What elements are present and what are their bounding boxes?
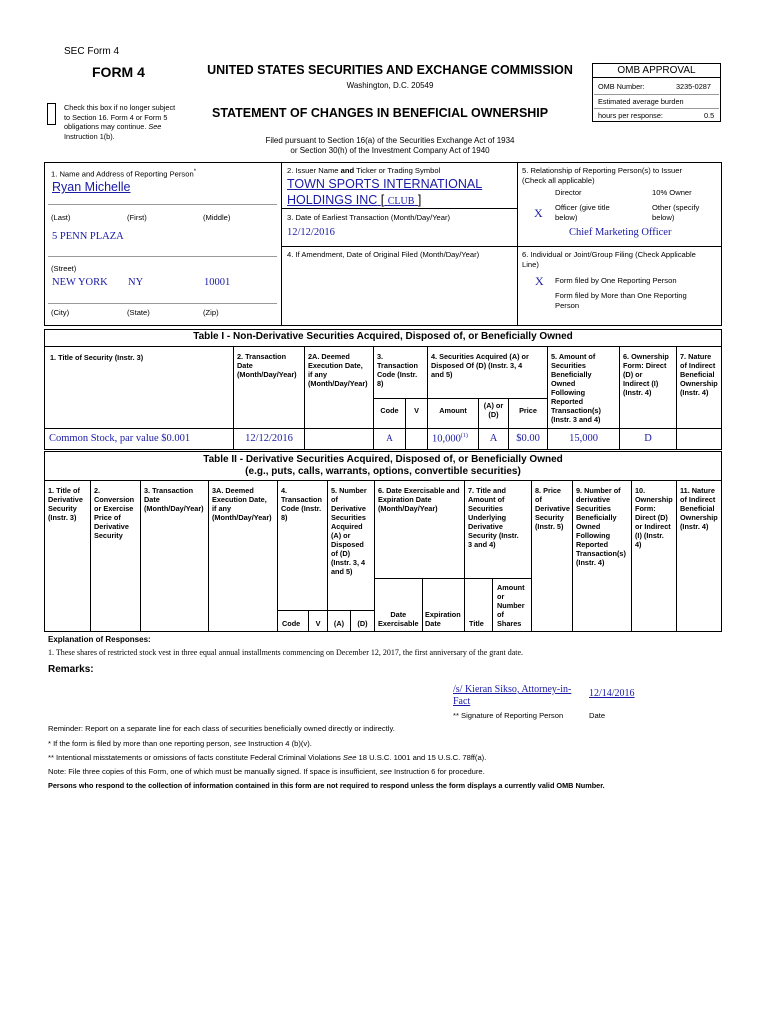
header-line: if any (308, 370, 328, 379)
t1-code-header: Code (380, 406, 399, 415)
no-longer-subject-checkbox[interactable] (47, 103, 56, 125)
t2-code-header: Code (282, 619, 301, 628)
header-line: 4. (281, 486, 288, 495)
t1-security-title: Common Stock, par value $0.001 (49, 433, 191, 444)
header-line: Derivative (468, 522, 503, 531)
checkbox-instructions: Check this box if no longer subject to Section 16. Form 4 or Form 5 obligations may continue. See Instruction 1(b). (64, 103, 176, 141)
header-line: Conversion (94, 495, 135, 504)
header-line: if any (212, 504, 232, 513)
t1-price-header: Price (519, 406, 537, 415)
t2-d-header: (D) (357, 619, 368, 628)
t1-col2a-header (308, 352, 368, 388)
header-line: or Indirect (635, 522, 671, 531)
other-option[interactable]: Other (specify below) (652, 203, 700, 222)
t2-col4-header (281, 486, 322, 522)
multiple-persons-note: * If the form is filed by more than one reporting person, see Instruction 4 (b)(v). (48, 739, 312, 748)
state-value: NY (128, 277, 144, 288)
header-line: and 5) (331, 567, 353, 576)
one-person-option[interactable]: Form filed by One Reporting Person (555, 276, 677, 285)
header-line: Execution Date, (212, 495, 267, 504)
t2-col9-header (576, 486, 626, 567)
header-line: Expiration Date (378, 495, 432, 504)
t2-col3a-header (212, 486, 272, 522)
header-line: 4) (635, 540, 642, 549)
header-line: Transaction(s) (551, 406, 601, 415)
footnote-1-ref: (1) (460, 433, 468, 439)
header-line: Beneficially (551, 370, 592, 379)
header-line: Security (Instr. (468, 531, 519, 540)
box1-label: 1. Name and Address of Reporting Person* (51, 169, 197, 179)
header-line: (Instr. 3, 4 (331, 558, 366, 567)
remarks-label: Remarks: (48, 664, 94, 675)
box3-label: 3. Date of Earliest Transaction (Month/Day/Year) (287, 213, 451, 222)
header-line: Derivative (94, 522, 129, 531)
header-line: Underlying (468, 513, 507, 522)
omb-title: OMB APPROVAL (593, 64, 720, 78)
zip-label: (Zip) (203, 308, 219, 317)
header-line: Disposed (331, 540, 364, 549)
box6-label: 6. Individual or Joint/Group Filing (Check Applicable Line) (522, 250, 696, 269)
header-line: Reported (551, 397, 584, 406)
director-option[interactable]: Director (555, 188, 582, 197)
header-line: Derivative (331, 504, 366, 513)
omb-number-value: 3235-0287 (676, 82, 711, 91)
t1-transaction-date: 12/12/2016 (245, 433, 293, 444)
date-label: Date (589, 711, 606, 720)
header-line: 8) (377, 379, 384, 388)
t2-col10-header (635, 486, 673, 549)
header-line: (Instr. 4) (623, 388, 652, 397)
header-line: Beneficial (680, 504, 715, 513)
t1-ownership-form: D (644, 433, 652, 444)
header-line: Price of (94, 513, 121, 522)
header-line: 7. Title and (468, 486, 506, 495)
t2-col3-header (144, 486, 204, 513)
header-line: 3A. Deemed (212, 486, 254, 495)
header-line: (Month/Day/Year) (308, 379, 368, 388)
header-line: (D) or (623, 370, 643, 379)
t2-col7-header (468, 486, 519, 549)
header-line: Indirect (I) (623, 379, 659, 388)
header-line: 8) (281, 513, 288, 522)
header-line: 9. Number of (576, 486, 621, 495)
city-value: NEW YORK (52, 277, 108, 288)
header-line: of (535, 495, 542, 504)
t1-col4-header (431, 352, 529, 379)
header-line: Beneficial (680, 370, 715, 379)
header-line: (Instr. 4) (680, 388, 709, 397)
header-line: Beneficially (576, 513, 617, 522)
ten-percent-owner-option[interactable]: 10% Owner (652, 188, 692, 197)
hours-label: hours per response: (598, 111, 663, 120)
box4-label: 4. If Amendment, Date of Original Filed (Month/Day/Year) (287, 250, 480, 259)
header-line: 7. Nature (680, 352, 712, 361)
header-line: 6. Date Exercisable and (378, 486, 460, 495)
header-line: 8. Price (535, 486, 561, 495)
header-line: (I) (Instr. (635, 531, 664, 540)
earliest-transaction-date: 12/12/2016 (287, 227, 335, 238)
header-line: 6. Ownership (623, 352, 669, 361)
header-line: Derivative (535, 504, 570, 513)
header-line: 2A. Deemed (308, 352, 350, 361)
header-line: (Instr. 3 and 4) (551, 415, 601, 424)
header-line: Derivative (48, 495, 83, 504)
header-line: Securities (468, 504, 503, 513)
header-line: Reported (576, 540, 609, 549)
misstatements-note: ** Intentional misstatements or omissions of facts constitute Federal Criminal Violations See 18 U.S.C. 1001 and 15 U.S.C. 78ff(a). (48, 753, 487, 762)
t2-a-header: (A) (333, 619, 345, 628)
hours-value: 0.5 (704, 111, 715, 120)
header-line: Form: Direct (623, 361, 667, 370)
header-line: Security (48, 504, 77, 513)
header-line: 2. (94, 486, 101, 495)
ticker-symbol: CLUB (387, 196, 415, 207)
officer-title: Chief Marketing Officer (569, 227, 672, 238)
header-line: 1. Title of (48, 486, 80, 495)
header-line: (Month/Day/Year) (237, 370, 297, 379)
explanation-label: Explanation of Responses: (48, 635, 151, 644)
header-line: 10. (635, 486, 646, 495)
header-line: 3 and 4) (468, 540, 496, 549)
address-line: 5 PENN PLAZA (52, 231, 124, 242)
t2-col11-header (680, 486, 718, 531)
t1-acquired-disposed: A (489, 433, 498, 444)
officer-check-mark[interactable]: X (534, 206, 543, 220)
header-line: of (D) (331, 549, 351, 558)
t1-price: $0.00 (516, 433, 540, 444)
header-line: Ownership (680, 513, 718, 522)
t1-col6-header (623, 352, 669, 397)
header-line: (Instr. 4) (680, 522, 709, 531)
header-line: (Instr. 3) (48, 513, 77, 522)
header-line: Direct (D) (635, 513, 668, 522)
signature-date: 12/14/2016 (589, 688, 635, 699)
header-line: Code (Instr. (377, 370, 418, 379)
header-line: Disposed Of (D) (Instr. 3, 4 (431, 361, 523, 370)
header-line: or Exercise (94, 504, 134, 513)
t2-expiration-header: Expiration Date (425, 610, 461, 628)
footnote-1: 1. These shares of restricted stock vest in three equal annual installments commencing on December 12, 2017, the first anniversary of the grant date. (48, 648, 524, 657)
header-line: Following (551, 388, 586, 397)
header-line: (Month/Day/Year) (144, 504, 204, 513)
header-line: Date (144, 495, 160, 504)
one-person-check-mark[interactable]: X (535, 274, 544, 288)
zip-value: 10001 (204, 277, 231, 288)
table-1-title: Table I - Non-Derivative Securities Acquired, Disposed of, or Beneficially Owned (193, 331, 573, 342)
omb-notice: Persons who respond to the collection of information contained in this form are not required to respond unless the form displays a currently valid OMB Number. (48, 781, 605, 790)
header-line: of (497, 610, 504, 619)
header-line: Execution Date, (308, 361, 363, 370)
header-line: of Indirect (680, 361, 716, 370)
state-label: (State) (127, 308, 150, 317)
header-line: 2. Transaction (237, 352, 287, 361)
header-line: Transaction(s) (576, 549, 626, 558)
t2-col1-header (48, 486, 83, 522)
filed-pursuant: Filed pursuant to Section 16(a) of the Securities Exchange Act of 1934 or Section 30(h) of the Investment Company Act of 1940 (265, 136, 515, 155)
header-line: Securities (331, 513, 366, 522)
t2-col5-header (331, 486, 367, 576)
header-line: Ownership (680, 379, 718, 388)
header-line: 5. Number (331, 486, 367, 495)
header-line: Code (Instr. (281, 504, 322, 513)
t1-transaction-code: A (386, 433, 393, 443)
t1-col3-header (377, 352, 418, 388)
header-line: Transaction (281, 495, 322, 504)
header-line: derivative (576, 495, 611, 504)
header-line: Following (576, 531, 611, 540)
reminder-text: Reminder: Report on a separate line for each class of securities beneficially owned directly or indirectly. (48, 724, 395, 733)
header-line: Number (497, 601, 525, 610)
header-line: of (331, 495, 338, 504)
header-line: Shares (497, 619, 522, 628)
header-line: 11. Nature (680, 486, 715, 495)
commission-title: UNITED STATES SECURITIES AND EXCHANGE COMMISSION (207, 63, 573, 77)
header-line: 5. Amount of (551, 352, 596, 361)
street-label: (Street) (51, 264, 77, 273)
t2-title-header: Title (469, 619, 484, 628)
commission-address: Washington, D.C. 20549 (346, 81, 434, 90)
t1-col5-header (551, 352, 601, 424)
t2-amount-header (497, 583, 525, 628)
box2-label: 2. Issuer Name and Ticker or Trading Symbol (287, 166, 441, 175)
t1-amount: 10,000$^{(1)}$ (432, 433, 468, 445)
header-line: (Month/Day/Year) (378, 504, 438, 513)
box5-label: 5. Relationship of Reporting Person(s) to Issuer (Check all applicable) (522, 166, 682, 185)
t2-col2-header (94, 486, 134, 540)
header-line: 3. (377, 352, 384, 361)
header-line: or (497, 592, 505, 601)
header-line: Transaction (377, 361, 418, 370)
t1-col2-header (237, 352, 297, 379)
t2-col6-header (378, 486, 460, 513)
header-line: (A) or (331, 531, 351, 540)
first-label: (First) (127, 213, 147, 222)
t1-amount-owned: 15,000 (569, 433, 598, 444)
more-than-one-option[interactable]: Form filed by More than One Reporting Person (555, 291, 687, 310)
t2-col8-header (535, 486, 570, 531)
t1-col7-header (680, 352, 718, 397)
signature-label: ** Signature of Reporting Person (453, 711, 564, 720)
middle-label: (Middle) (203, 213, 231, 222)
t2-date-exercisable-header: Date Exercisable (378, 610, 419, 628)
sec-form-label: SEC Form 4 (64, 46, 120, 57)
header-line: Security (94, 531, 123, 540)
header-line: Securities (576, 504, 611, 513)
signature[interactable]: /s/ Kieran Sikso, Attorney-in- Fact (453, 684, 572, 707)
t1-col1-header: 1. Title of Security (Instr. 3) (50, 353, 144, 362)
t1-v-header: V (414, 406, 419, 415)
header-line: Amount of (468, 495, 505, 504)
header-line: Amount (497, 583, 525, 592)
header-line: (Instr. 4) (576, 558, 605, 567)
header-line: Owned (551, 379, 576, 388)
reporting-person-name[interactable]: Ryan Michelle (52, 180, 131, 194)
header-line: Form: (635, 504, 656, 513)
form-title: FORM 4 (92, 64, 145, 80)
header-line: (Month/Day/Year) (212, 513, 272, 522)
city-label: (City) (51, 308, 70, 317)
officer-option[interactable]: Officer (give title below) (555, 203, 610, 222)
header-line: Acquired (331, 522, 363, 531)
table-1 (44, 329, 722, 450)
header-line: 3. Transaction (144, 486, 194, 495)
header-line: Securities (551, 361, 586, 370)
t1-amount-header: Amount (439, 406, 467, 415)
header-line: (Instr. 5) (535, 522, 564, 531)
header-line: Date (237, 361, 253, 370)
t1-aord-header: (A) or (D) (483, 401, 504, 419)
header-line: Owned (576, 522, 601, 531)
t2-v-header: V (315, 619, 321, 628)
header-line: Security (535, 513, 564, 522)
header-line: Ownership (635, 495, 673, 504)
table-2-title: Table II - Derivative Securities Acquired, Disposed of, or Beneficially Owned (e.g., puts, calls, warrants, options, convertible securities) (203, 454, 563, 477)
file-copies-note: Note: File three copies of this Form, one of which must be manually signed. If space is insufficient, see Instruction 6 for procedure. (48, 767, 485, 776)
header-line: and 5) (431, 370, 453, 379)
burden-label: Estimated average burden (598, 97, 684, 106)
statement-title: STATEMENT OF CHANGES IN BENEFICIAL OWNERSHIP (212, 106, 549, 120)
header-line: of Indirect (680, 495, 716, 504)
issuer-name[interactable]: TOWN SPORTS INTERNATIONAL HOLDINGS INC [ CLUB ] (287, 177, 483, 207)
omb-number-label: OMB Number: (598, 82, 645, 91)
header-line: 4. Securities Acquired (A) or (431, 352, 529, 361)
last-label: (Last) (51, 213, 71, 222)
